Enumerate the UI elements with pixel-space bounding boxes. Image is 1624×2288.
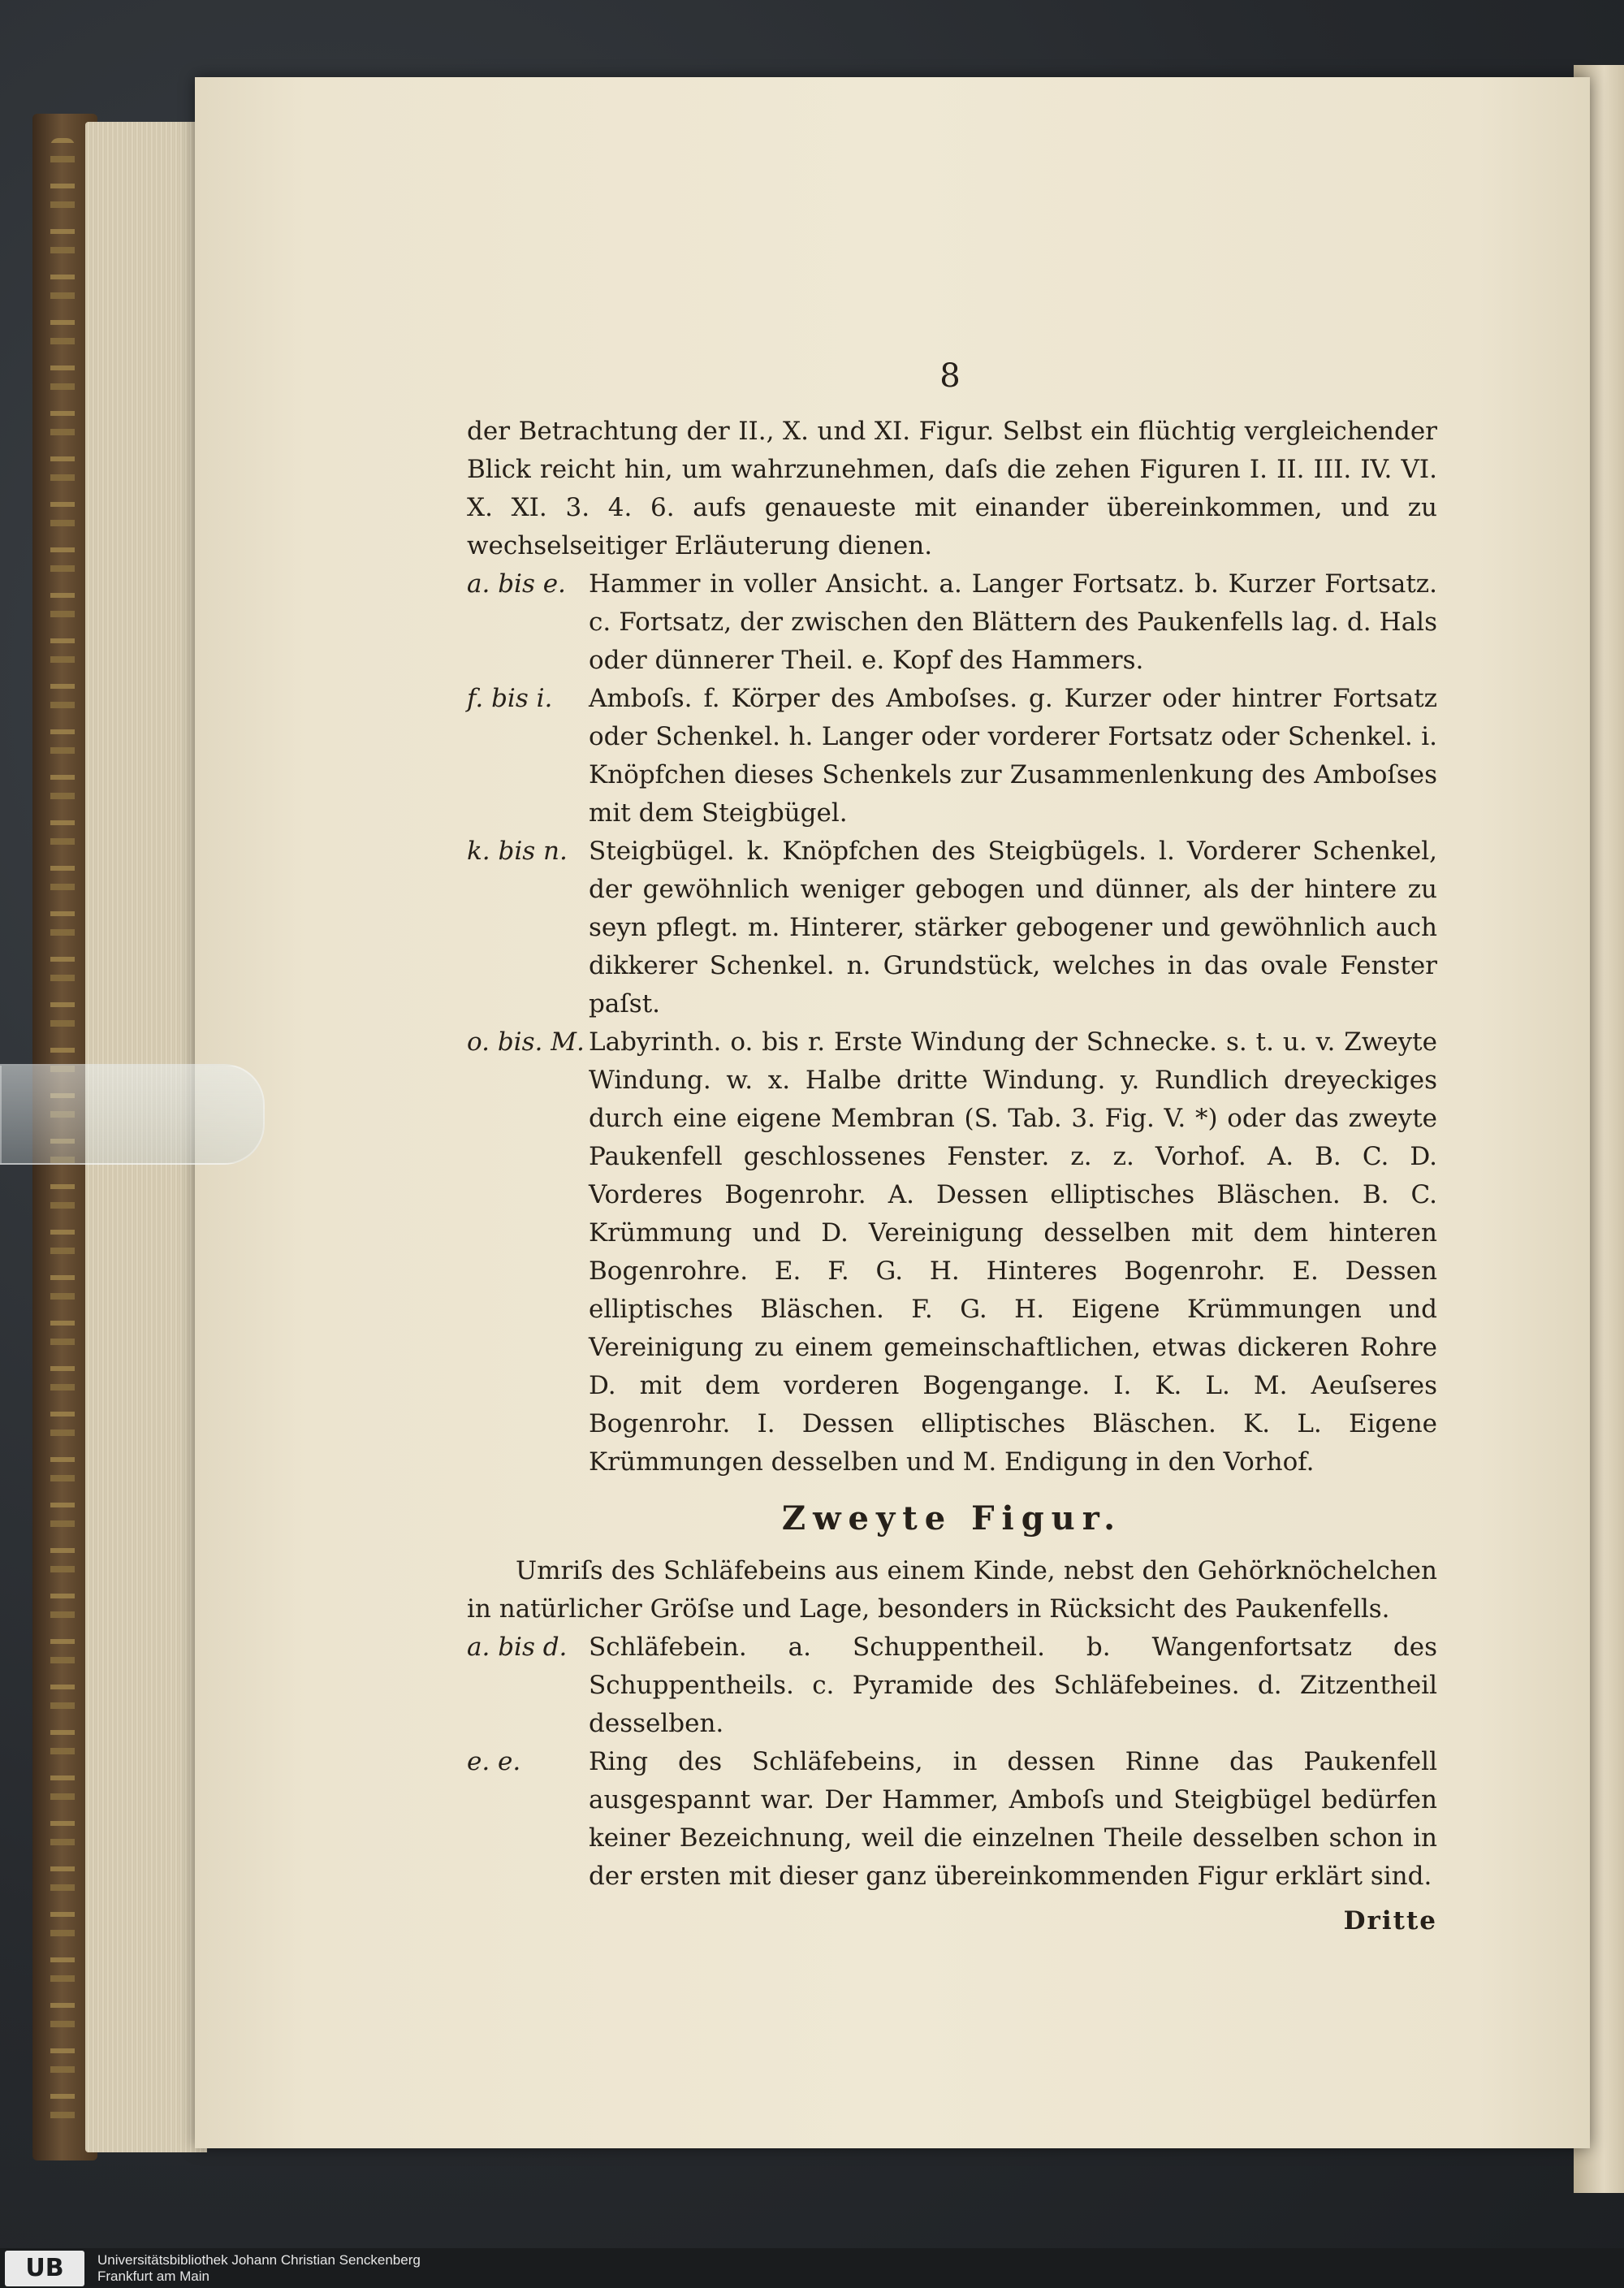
entry-label: a. bis e.	[467, 569, 566, 599]
entry	[467, 565, 1437, 680]
entry	[467, 833, 1437, 1023]
library-location: Frankfurt am Main	[97, 2268, 209, 2284]
page-text	[467, 413, 1437, 1940]
entry-text: Ring des Schläfebeins, in dessen Rinne das Paukenfell ausgespannt war. Der Hammer, Amboſs und Steigbügel bedürfen keiner Bezeichnung, weil die einzelnen Theile desselben schon in der ersten mit dieser ganz übereinkommenden Figur erklärt sind.	[589, 1747, 1437, 1891]
library-footer	[0, 2248, 1624, 2288]
entry-label: o. bis. M.	[467, 1027, 585, 1057]
entries-second-figure	[467, 1628, 1437, 1896]
entries-first-figure	[467, 565, 1437, 1481]
section-heading: Zweyte Figur.	[781, 1499, 1123, 1538]
entry-label: k. bis n.	[467, 837, 568, 866]
entry-text: Hammer in voller Ansicht. a. Langer Fortsatz. b. Kurzer Fortsatz. c. Fortsatz, der zwischen den Blättern des Paukenfells lag. d. Hals oder dünnerer Theil. e. Kopf des Hammers.	[589, 569, 1437, 675]
entry	[467, 1743, 1437, 1896]
entry-label: a. bis d.	[467, 1633, 568, 1662]
entry	[467, 680, 1437, 833]
page-clip	[0, 1064, 265, 1165]
entry	[467, 1023, 1437, 1481]
entry-text: Steigbügel. k. Knöpfchen des Steigbügels. l. Vorderer Schenkel, der gewöhnlich weniger gebogen und dünner, als der hintere zu seyn pflegt. m. Hinterer, stärker gebogener und gewöhnlich auch dikkerer Schenkel. n. Grundstück, welches in das ovale Fenster paſst.	[589, 837, 1437, 1019]
second-intro-paragraph: Umriſs des Schläfebeins aus einem Kinde, nebst den Gehörknöchelchen in natürlicher Gröſse und Lage, besonders in Rücksicht des Paukenfells.	[467, 1556, 1437, 1624]
entry-label: e. e.	[467, 1747, 521, 1776]
entry-text: Labyrinth. o. bis r. Erste Windung der Schnecke. s. t. u. v. Zweyte Windung. w. x. Halbe dritte Windung. y. Rundlich dreyeckiges durch eine eigene Membran (S. Tab. 3. Fig. V. *) oder das zweyte Paukenfell geschlossenes Fenster. z. z. Vorhof. A. B. C. D. Vorderes Bogenrohr. A. Dessen elliptisches Bläschen. B. C. Krümmung und D. Vereinigung desselben mit dem hinteren Bogenrohre. E. F. G. H. Hinteres Bogenrohr. E. Dessen elliptisches Bläschen. F. G. H. Eigene Krümmungen und Vereinigung zu einem gemeinschaftlichen, etwas dickeren Rohre D. mit dem vorderen Bogengange. I. K. L. M. Aeuſseres Bogenrohr. I. Dessen elliptisches Bläschen. K. L. Eigene Krümmungen desselben und M. Endigung in den Vorhof.	[589, 1027, 1437, 1477]
entry-text: Amboſs. f. Körper des Amboſses. g. Kurzer oder hintrer Fortsatz oder Schenkel. h. Langer oder vorderer Fortsatz oder Schenkel. i. Knöpfchen dieses Schenkels zur Zusammenlenkung des Amboſses mit dem Steigbügel.	[589, 684, 1437, 828]
library-credit	[97, 2252, 421, 2285]
library-name: Universitätsbibliothek Johann Christian Senckenberg	[97, 2251, 421, 2268]
page-number: 8	[939, 357, 961, 395]
entry-label: f. bis i.	[467, 684, 553, 713]
entry-text: Schläfebein. a. Schuppentheil. b. Wangenfortsatz des Schuppentheils. c. Pyramide des Schläfebeines. d. Zitzentheil desselben.	[589, 1633, 1437, 1738]
catchword: Dritte	[1343, 1906, 1437, 1936]
intro-paragraph: der Betrachtung der II., X. und XI. Figur. Selbst ein flüchtig vergleichender Blick reicht hin, um wahrzunehmen, daſs die zehen Figuren I. II. III. IV. VI. X. XI. 3. 4. 6. aufs genaueste mit einander übereinkommen, und zu wechselseitiger Erläuterung dienen.	[467, 417, 1437, 560]
entry	[467, 1628, 1437, 1743]
library-logo: UB	[5, 2251, 84, 2286]
